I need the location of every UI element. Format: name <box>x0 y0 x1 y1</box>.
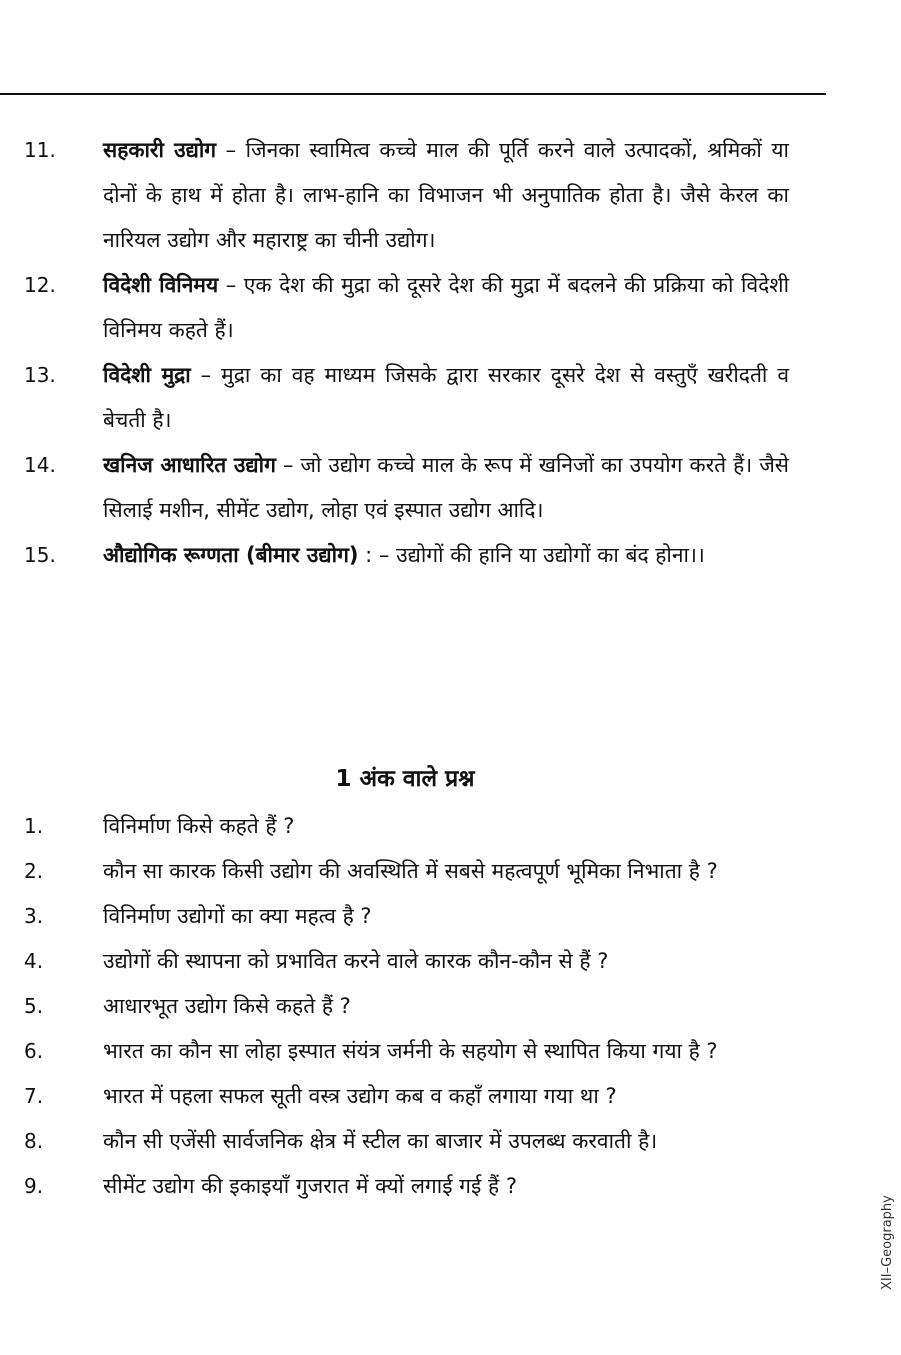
question-text: आधारभूत उद्योग किसे कहते हैं ? <box>103 994 351 1018</box>
question-item <box>0 1029 890 1074</box>
question-item <box>0 1074 890 1119</box>
question-text: कौन सा कारक किसी उद्योग की अवस्थिति में सबसे महत्वपूर्ण भूमिका निभाता है ? <box>103 859 718 883</box>
item-number: 13. <box>24 363 56 387</box>
question-number: 1. <box>24 814 44 838</box>
question-number: 9. <box>24 1174 44 1198</box>
question-text: सीमेंट उद्योग की इकाइयाँ गुजरात में क्यों लगाई गई हैं ? <box>103 1174 517 1198</box>
question-number: 2. <box>24 859 44 883</box>
glossary-item <box>0 443 890 533</box>
item-term: खनिज आधारित उद्योग <box>103 453 276 477</box>
question-text: उद्योगों की स्थापना को प्रभावित करने वाले कारक कौन-कौन से हैं ? <box>103 949 609 973</box>
item-body <box>103 128 789 263</box>
section-heading: 1 अंक वाले प्रश्न <box>335 766 475 792</box>
question-item <box>0 984 890 1029</box>
item-term: विदेशी विनिमय <box>103 273 219 297</box>
item-text: : – उद्योगों की हानि या उद्योगों का बंद होना।। <box>358 543 705 567</box>
item-body <box>103 533 789 578</box>
item-term: औद्योगिक रूग्णता (बीमार उद्योग) <box>103 543 359 567</box>
question-number: 4. <box>24 949 44 973</box>
question-number: 7. <box>24 1084 44 1108</box>
glossary-item <box>0 533 890 578</box>
question-text: विनिर्माण किसे कहते हैं ? <box>103 814 295 838</box>
question-number: 8. <box>24 1129 44 1153</box>
question-item <box>0 1164 890 1209</box>
question-text: भारत में पहला सफल सूती वस्त्र उद्योग कब व कहाँ लगाया गया था ? <box>103 1084 617 1108</box>
question-text: भारत का कौन सा लोहा इस्पात संयंत्र जर्मनी के सहयोग से स्थापित किया गया है ? <box>103 1039 718 1063</box>
item-body <box>103 263 789 353</box>
item-text: – मुद्रा का वह माध्यम जिसके द्वारा सरकार दूसरे देश से वस्तुएँ खरीदती व बेचती है। <box>103 363 789 432</box>
glossary-item <box>0 263 890 353</box>
side-margin-text: XII–Geography <box>880 1195 895 1290</box>
item-number: 15. <box>24 543 56 567</box>
item-number: 14. <box>24 453 56 477</box>
question-number: 6. <box>24 1039 44 1063</box>
glossary-item <box>0 353 890 443</box>
question-item <box>0 849 890 894</box>
item-number: 12. <box>24 273 56 297</box>
side-margin-mark <box>841 1110 895 1290</box>
question-number: 3. <box>24 904 44 928</box>
question-list <box>0 804 890 1209</box>
item-text: – जिनका स्वामित्व कच्चे माल की पूर्ति करने वाले उत्पादकों, श्रमिकों या दोनों के हाथ में होता है। लाभ-हानि का विभाजन भी अनुपातिक होता है। जैसे केरल का नारियल उद्योग और महाराष्ट्र का चीनी उद्योग। <box>103 138 789 252</box>
item-term: सहकारी उद्योग <box>103 138 217 162</box>
item-text: – जो उद्योग कच्चे माल के रूप में खनिजों का उपयोग करते हैं। जैसे सिलाई मशीन, सीमेंट उद्योग, लोहा एवं इस्पात उद्योग आदि। <box>103 453 789 522</box>
item-body <box>103 443 789 533</box>
item-body <box>103 353 789 443</box>
question-item <box>0 939 890 984</box>
item-term: विदेशी मुद्रा <box>103 363 191 387</box>
item-text: – एक देश की मुद्रा को दूसरे देश की मुद्रा में बदलने की प्रक्रिया को विदेशी विनिमय कहते हैं। <box>103 273 790 342</box>
question-text: विनिर्माण उद्योगों का क्या महत्व है ? <box>103 904 372 928</box>
question-item <box>0 804 890 849</box>
question-text: कौन सी एजेंसी सार्वजनिक क्षेत्र में स्टील का बाजार में उपलब्ध करवाती है। <box>103 1129 658 1153</box>
item-number: 11. <box>24 138 56 162</box>
glossary-list <box>0 128 890 578</box>
glossary-item <box>0 128 890 263</box>
question-item <box>0 894 890 939</box>
question-item <box>0 1119 890 1164</box>
top-rule <box>0 93 826 95</box>
question-number: 5. <box>24 994 44 1018</box>
